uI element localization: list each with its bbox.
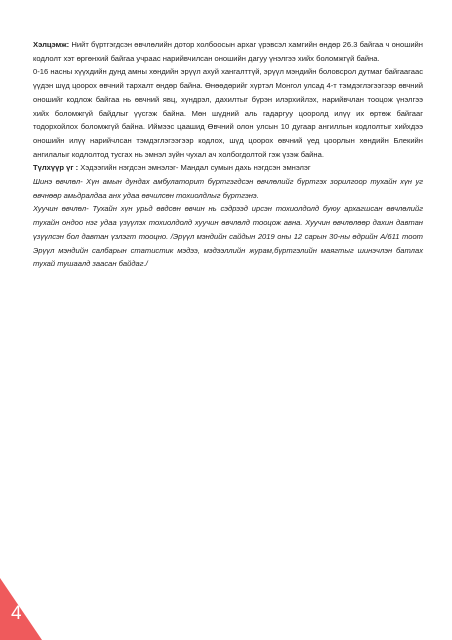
paragraph-keywords <box>33 161 423 175</box>
page-content <box>33 38 423 271</box>
paragraph-old-morbidity: Хуучин өвчлөл- Тухайн хүн урьд өвдсөн өвчин нь сэдрээд ирсэн тохиолдолд буюу архагшсан өвчлөлийг тухайн ондоо нэг удаа үзүүлэх тохиолдолд хуучин өвчлөлд тооцож авна. Хуучин өвчлөлөөр дахин давтан үзүүлсэн бол давтан үзлэгт тооцно. /Эрүүл мэндийн сайдын 2019 оны 12 сарын 30-ны өдрийн А/611 тоот Эрүүл мэндийн салбарын статистик мэдээ, мэдээллийн журам,бүртгэлийн маягтыг шинэчлэн батлах тухай тушаалд заасан байдаг./ <box>33 204 423 269</box>
keywords-text: Хэдээгийн нэгдсэн эмнэлэг- Мандал сумын дахь нэгдсэн эмнэлэг <box>78 163 311 173</box>
paragraph-caries: 0-16 насны хүүхдийн дунд амны хөндийн эрүүл ахуй хангалттүй, эрүүл мэндийн боловсрол дутмаг байгаагаас үүдэн шүд цоорох өвчний тархалт өндөр байна. Өнөөдөрийг хүртэл Монгол улсад 4-т тэмдэглэгээгээр өвчний оношийг кодлож байгаа нь өвчний явц, хүндрэл, дахилтыг бүрэн илэрхийлэх, нарийвчлан тооцож үнэлгээ хийх боломжгүй байдлыг үүсгэж байна. Мөн шүдний аль гадаргуу цооролд илүү их өртөж байгааг тодорхойлох боломжгүй байна. Иймээс цаашид Өвчний олон улсын 10 дугаар ангиллын кодлолтыг хийхдээ оношийн илүү нарийчлсан тэмдэглэгээгээр кодлох, шүд цоорох өвчний үед цоорлын хөндийн Блекийн ангилалыг кодлолтод тусгах нь эмнэл зүйн чухал ач холбогдолтой гэж үзэж байна. <box>33 67 423 159</box>
conclusion-text: Нийт бүртгэгдсэн өвчлөлийн дотор холбоосын архаг үрэвсэл хамгийн өндөр 26.3 байгаа ч оношийн кодлолт хэт өргөнхий байгаа учраас нарийвчилсан оношийн дагуу үнэлгээ хийх боломжгүй байна. <box>33 40 423 63</box>
page-number: 4 <box>11 603 22 624</box>
paragraph-conclusion <box>33 38 423 65</box>
paragraph-new-morbidity: Шинэ өвчлөл- Хүн амын дундах амбулаторит бүртгэгдсэн өвчлөлийг бүртгэх зорилгоор тухайн хүн уг өвчнөөр амьдралдаа анх удаа өвчилсөн тохиолдлыг бүртгэнэ. <box>33 177 423 200</box>
conclusion-label: Хэлцэмж: <box>33 40 70 49</box>
keywords-label: Түлхүүр үг : <box>33 163 79 173</box>
